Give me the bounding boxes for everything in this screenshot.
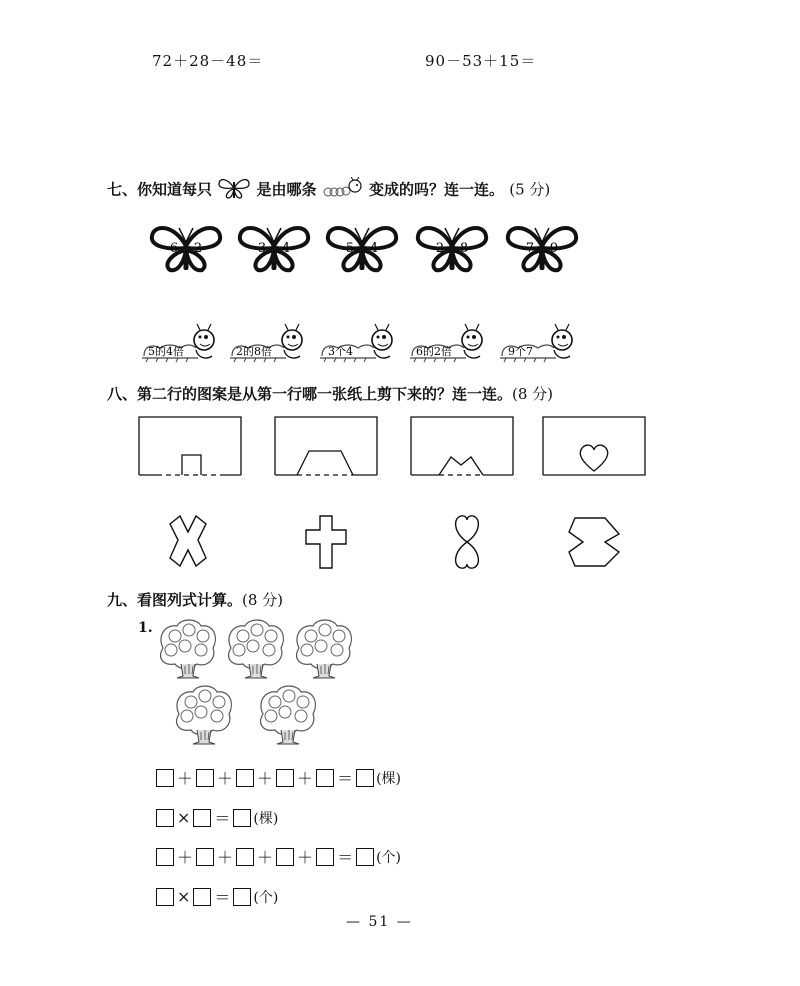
unit-label: (棵) — [253, 810, 279, 827]
plus-sign: ＋ — [297, 769, 314, 788]
paper-4[interactable] — [543, 417, 645, 475]
section8-score: (8 分) — [512, 385, 554, 403]
butterfly-row — [148, 222, 588, 278]
trees-svg — [155, 618, 360, 753]
butterfly-4-left: 2 — [435, 241, 445, 256]
caterpillar-row — [140, 322, 580, 364]
formula-row-4 — [156, 885, 278, 908]
butterfly-icon — [217, 176, 251, 204]
shape-x[interactable] — [170, 516, 206, 566]
butterfly-svg — [148, 222, 588, 278]
section7-heading — [107, 176, 550, 204]
shape-double-heart[interactable] — [456, 516, 479, 568]
tree-2 — [229, 620, 284, 678]
paper-svg — [137, 415, 647, 481]
caterpillar-3-label: 3个4 — [328, 345, 353, 358]
shape-svg — [160, 510, 640, 576]
equals-sign: ＝ — [214, 888, 231, 907]
section7-title-a: 七、你知道每只 — [107, 180, 213, 199]
unit-label: (棵) — [376, 770, 402, 787]
butterfly-5-left: 7 — [525, 241, 535, 256]
butterfly-1-right: 2 — [193, 241, 203, 256]
section9-score: (8 分) — [242, 591, 284, 609]
answer-box[interactable] — [156, 848, 174, 866]
answer-box[interactable] — [193, 809, 211, 827]
butterfly-4-right: 8 — [459, 241, 469, 256]
paper-3[interactable] — [411, 417, 513, 475]
times-sign: × — [177, 808, 191, 827]
butterfly-3-left: 5 — [345, 241, 355, 256]
plus-sign: ＋ — [297, 848, 314, 867]
butterfly-5[interactable] — [508, 228, 576, 270]
page-number: — 51 — — [346, 914, 413, 930]
butterfly-5-right: 9 — [549, 241, 559, 256]
answer-box[interactable] — [236, 769, 254, 787]
equals-sign: ＝ — [214, 809, 231, 828]
section7-title-c: 变成的吗？连一连。 — [368, 180, 504, 199]
answer-box[interactable] — [276, 769, 294, 787]
plus-sign: ＋ — [257, 848, 274, 867]
answer-box[interactable] — [356, 848, 374, 866]
answer-box[interactable] — [196, 848, 214, 866]
tree-1 — [161, 620, 216, 678]
equation-1: 72＋28－48＝ — [152, 52, 264, 70]
answer-box[interactable] — [156, 769, 174, 787]
answer-box[interactable] — [233, 809, 251, 827]
answer-box[interactable] — [356, 769, 374, 787]
caterpillar-4-label: 6的2倍 — [416, 345, 452, 358]
tree-5 — [261, 686, 316, 744]
caterpillar-svg — [140, 322, 580, 364]
tree-3 — [297, 620, 352, 678]
answer-box[interactable] — [316, 769, 334, 787]
butterfly-2-right: 4 — [281, 241, 291, 256]
answer-box[interactable] — [236, 848, 254, 866]
section9-heading — [107, 589, 283, 610]
answer-box[interactable] — [156, 888, 174, 906]
caterpillar-2-label: 2的8倍 — [236, 345, 272, 358]
tree-4 — [177, 686, 232, 744]
butterfly-4[interactable] — [418, 228, 486, 270]
butterfly-2-left: 3 — [257, 241, 267, 256]
butterfly-3-right: 4 — [369, 241, 379, 256]
section8-title: 八、第二行的图案是从第一行哪一张纸上剪下来的？连一连。 — [107, 385, 513, 403]
answer-box[interactable] — [276, 848, 294, 866]
paper-row — [137, 415, 647, 481]
butterfly-3[interactable] — [328, 228, 396, 270]
caterpillar-5-label: 9个7 — [508, 345, 533, 358]
shape-double-hexagon[interactable] — [569, 518, 619, 566]
equation-2: 90－53＋15＝ — [425, 52, 537, 70]
shape-cross[interactable] — [306, 516, 346, 568]
paper-2[interactable] — [275, 417, 377, 475]
butterfly-1[interactable] — [152, 228, 220, 270]
equals-sign: ＝ — [337, 769, 354, 788]
paper-1[interactable] — [139, 417, 241, 475]
section7-title-b: 是由哪条 — [256, 180, 317, 199]
formula-row-3 — [156, 845, 401, 868]
plus-sign: ＋ — [177, 769, 194, 788]
butterfly-2[interactable] — [240, 228, 308, 270]
trees-illustration — [155, 618, 360, 753]
section7-score: (5 分) — [509, 180, 551, 199]
unit-label: (个) — [376, 849, 402, 866]
unit-label: (个) — [253, 889, 279, 906]
caterpillar-icon — [322, 177, 364, 203]
butterfly-1-left: 6 — [169, 241, 179, 256]
shape-row — [160, 510, 640, 576]
formula-row-1 — [156, 766, 401, 789]
answer-box[interactable] — [316, 848, 334, 866]
section9-title: 九、看图列式计算。 — [107, 591, 243, 609]
problem-number: 1. — [138, 620, 153, 636]
answer-box[interactable] — [196, 769, 214, 787]
plus-sign: ＋ — [217, 769, 234, 788]
caterpillar-1-label: 5的4倍 — [148, 345, 184, 358]
plus-sign: ＋ — [177, 848, 194, 867]
formula-row-2 — [156, 806, 278, 829]
plus-sign: ＋ — [217, 848, 234, 867]
equals-sign: ＝ — [337, 848, 354, 867]
section8-heading — [107, 383, 553, 404]
answer-box[interactable] — [233, 888, 251, 906]
answer-box[interactable] — [156, 809, 174, 827]
times-sign: × — [177, 887, 191, 906]
plus-sign: ＋ — [257, 769, 274, 788]
answer-box[interactable] — [193, 888, 211, 906]
